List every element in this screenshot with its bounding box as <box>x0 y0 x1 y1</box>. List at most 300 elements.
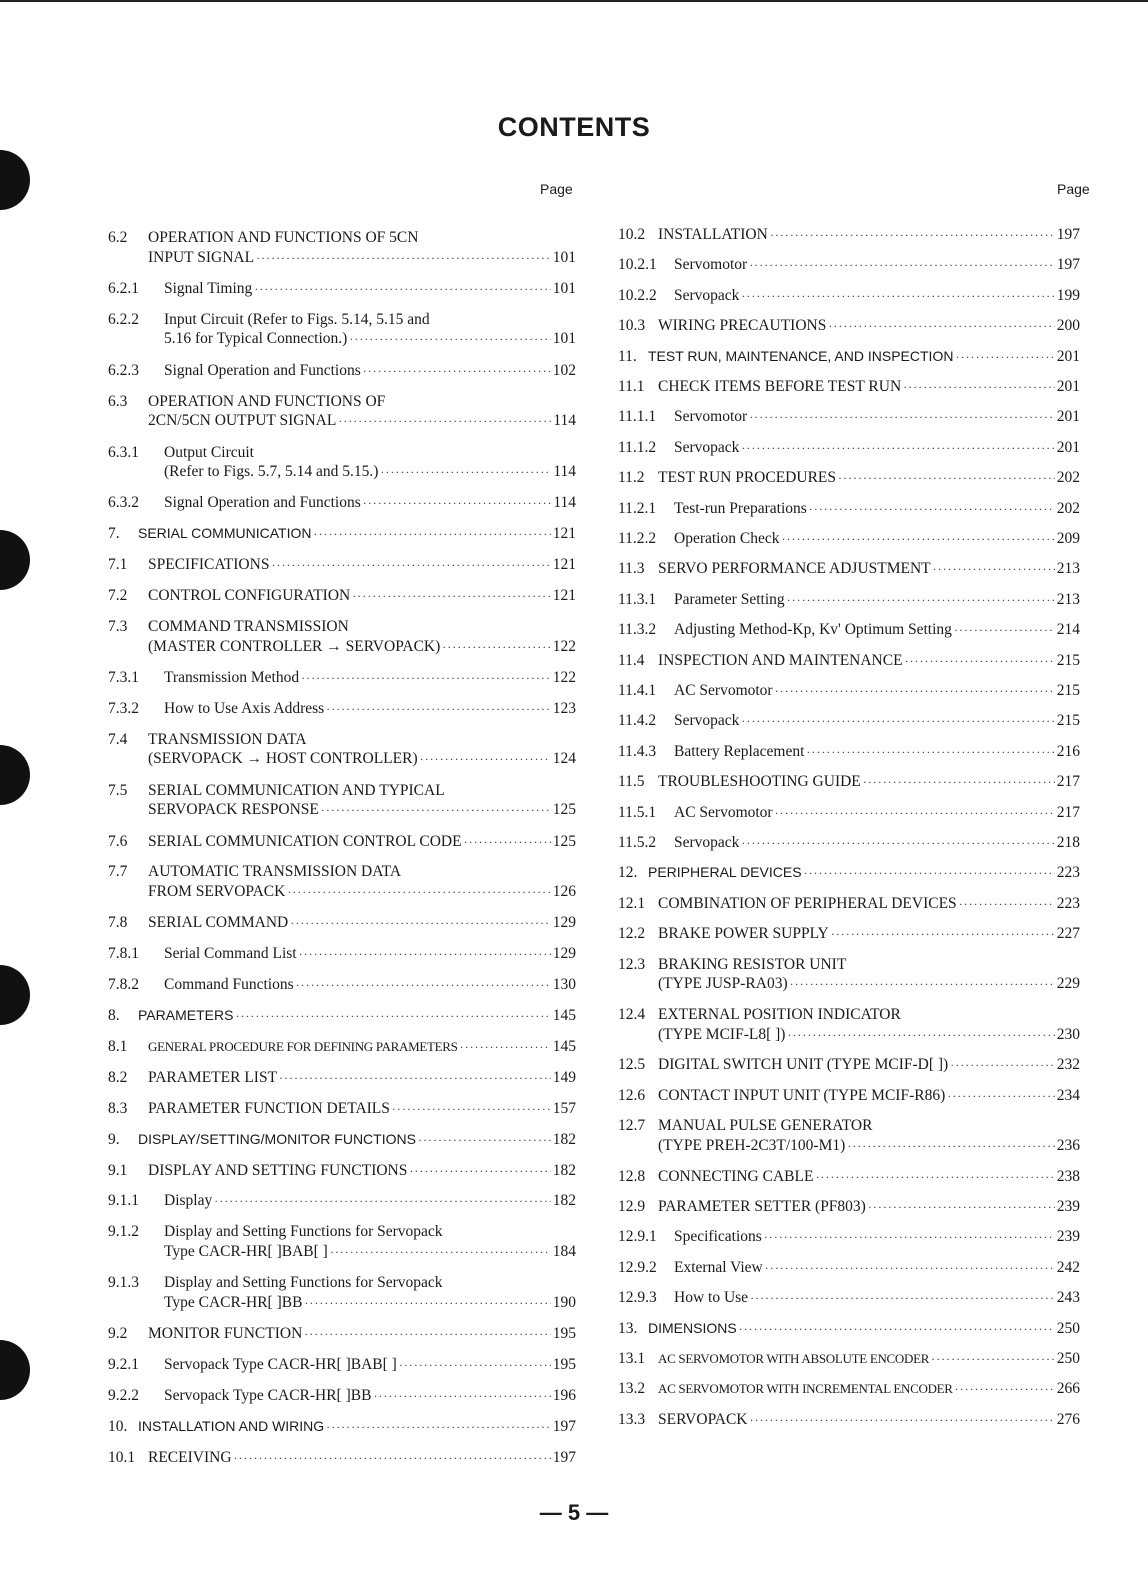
toc-section-number: 12.6 <box>618 1086 646 1104</box>
toc-entry <box>108 493 576 514</box>
toc-section-number: 12.9.2 <box>618 1258 657 1276</box>
toc-section-number: 7.6 <box>108 832 128 850</box>
toc-entry-title: INSTALLATION <box>658 226 768 243</box>
toc-entry-title: Servomotor <box>674 256 748 274</box>
toc-leader-dots <box>234 1449 551 1469</box>
toc-entry-title: Serial Command List <box>164 945 297 963</box>
toc-page-number: 250 <box>1056 1319 1080 1337</box>
toc-page-number: 145 <box>552 1037 576 1055</box>
toc-leader-dots <box>764 1228 1055 1248</box>
toc-section-number: 7.4 <box>108 730 128 748</box>
toc-entry <box>618 651 1080 672</box>
toc-page-number: 216 <box>1056 742 1080 760</box>
toc-page-number: 190 <box>552 1293 576 1311</box>
toc-page-number: 229 <box>1056 975 1080 993</box>
toc-entry-title-continued: INPUT SIGNAL <box>148 248 255 266</box>
toc-entry-title-continued: Type CACR-HR[ ]BB <box>164 1293 303 1311</box>
toc-entry <box>618 681 1080 702</box>
toc-page-number: 218 <box>1056 834 1080 851</box>
toc-section-number: 13.2 <box>618 1380 646 1398</box>
toc-leader-dots <box>741 834 1054 854</box>
toc-section-number: 7. <box>108 525 120 543</box>
toc-section-number: 11.1.1 <box>618 408 657 426</box>
toc-leader-dots <box>838 469 1055 489</box>
toc-entry <box>108 668 576 689</box>
toc-entry <box>618 711 1080 732</box>
toc-entry-title-continued: (SERVOPACK → HOST CONTROLLER) <box>148 750 418 768</box>
toc-page-number: 157 <box>552 1099 576 1117</box>
toc-entry-title: PERIPHERAL DEVICES <box>648 864 802 881</box>
toc-leader-dots <box>321 801 551 821</box>
toc-entry-title: RECEIVING <box>148 1448 232 1466</box>
toc-section-number: 8. <box>108 1007 120 1024</box>
toc-section-number: 7.3.2 <box>108 699 139 717</box>
toc-entry-title: How to Use Axis Address <box>164 699 325 717</box>
toc-leader-dots <box>214 1192 551 1212</box>
toc-entry-title-continued: 5.16 for Typical Connection.) <box>164 330 348 348</box>
toc-entry-title: AC Servomotor <box>674 682 773 699</box>
toc-leader-dots <box>301 669 551 689</box>
toc-entry <box>108 392 576 432</box>
toc-leader-dots <box>254 280 550 300</box>
toc-leader-dots <box>775 804 1055 824</box>
toc-entry <box>108 1417 576 1438</box>
toc-leader-dots <box>954 621 1055 641</box>
toc-section-number: 12.9.3 <box>618 1289 657 1307</box>
toc-entry <box>618 377 1080 398</box>
toc-entry <box>618 407 1080 428</box>
toc-entry-title: SPECIFICATIONS <box>148 556 270 574</box>
toc-entry-title: Output Circuit <box>164 443 254 461</box>
toc-section-number: 11.4.1 <box>618 682 657 699</box>
toc-section-number: 10.2.2 <box>618 286 657 304</box>
toc-entry-title: SERIAL COMMUNICATION <box>138 525 312 542</box>
toc-entry-title: EXTERNAL POSITION INDICATOR <box>658 1006 901 1023</box>
toc-section-number: 13. <box>618 1319 638 1337</box>
toc-page-number: 102 <box>552 361 576 379</box>
toc-page-number: 126 <box>552 882 576 900</box>
toc-entry-title: INSTALLATION AND WIRING <box>138 1417 325 1434</box>
toc-entry-title: Servopack Type CACR-HR[ ]BB <box>164 1386 372 1404</box>
toc-entry-title: Servopack Type CACR-HR[ ]BAB[ ] <box>164 1356 397 1373</box>
toc-entry <box>108 1099 576 1120</box>
toc-entry-title: TEST RUN, MAINTENANCE, AND INSPECTION <box>648 347 954 364</box>
toc-leader-dots <box>750 1411 1055 1431</box>
toc-leader-dots <box>380 463 551 483</box>
toc-leader-dots <box>313 525 550 545</box>
toc-section-number: 11.4.2 <box>618 712 657 730</box>
toc-section-number: 10. <box>108 1417 128 1435</box>
toc-entry <box>108 555 576 576</box>
toc-entry-title: SERVO PERFORMANCE ADJUSTMENT <box>658 560 931 578</box>
toc-section-number: 6.2.2 <box>108 310 139 328</box>
toc-entry <box>618 286 1080 307</box>
toc-leader-dots <box>809 500 1055 520</box>
toc-leader-dots <box>831 925 1055 945</box>
toc-leader-dots <box>399 1356 551 1376</box>
toc-section-number: 6.2.3 <box>108 361 139 379</box>
toc-entry-title: Command Functions <box>164 976 294 994</box>
toc-section-number: 6.2.1 <box>108 279 139 297</box>
toc-leader-dots <box>955 1380 1055 1400</box>
toc-section-number: 10.3 <box>618 317 646 335</box>
toc-page-number: 149 <box>552 1068 576 1086</box>
toc-section-number: 9.2.2 <box>108 1386 139 1404</box>
toc-page-number: 196 <box>552 1386 576 1404</box>
toc-page-number: 213 <box>1056 590 1080 608</box>
toc-entry-title: MONITOR FUNCTION <box>148 1325 303 1343</box>
toc-section-number: 11.2.1 <box>618 499 657 517</box>
toc-section-number: 9.1 <box>108 1161 128 1179</box>
toc-leader-dots <box>235 1007 550 1027</box>
toc-entry <box>108 617 576 657</box>
toc-entry-title: Parameter Setting <box>674 590 785 608</box>
binder-hole-5 <box>0 1340 30 1400</box>
toc-page-number: 130 <box>552 976 576 994</box>
toc-page-number: 232 <box>1056 1056 1080 1074</box>
toc-section-number: 8.2 <box>108 1068 128 1086</box>
toc-section-number: 12.9 <box>618 1198 646 1215</box>
toc-page-number: 114 <box>553 494 576 512</box>
toc-leader-dots <box>349 330 550 350</box>
toc-page-number: 234 <box>1056 1086 1080 1104</box>
toc-leader-dots <box>765 1259 1055 1279</box>
toc-page-number: 182 <box>552 1161 576 1179</box>
toc-leader-dots <box>905 652 1055 672</box>
toc-page-number: 238 <box>1056 1167 1080 1185</box>
toc-page-number: 223 <box>1056 864 1080 882</box>
page-column-header-left: Page <box>540 181 573 197</box>
toc-section-number: 11.2.2 <box>618 530 657 547</box>
toc-entry <box>108 1161 576 1182</box>
toc-page-number: 124 <box>552 750 576 768</box>
toc-leader-dots <box>955 348 1054 368</box>
toc-entry-title: AUTOMATIC TRANSMISSION DATA <box>148 863 402 881</box>
toc-leader-dots <box>947 1087 1055 1107</box>
toc-page-number: 195 <box>552 1325 576 1343</box>
toc-section-number: 6.3 <box>108 392 128 410</box>
toc-page-number: 201 <box>1056 378 1080 395</box>
toc-leader-dots <box>352 587 551 607</box>
toc-leader-dots <box>787 1026 1054 1046</box>
toc-leader-dots <box>464 833 551 853</box>
toc-entry-title: MANUAL PULSE GENERATOR <box>658 1117 873 1135</box>
toc-leader-dots <box>950 1056 1055 1076</box>
toc-page-number: 201 <box>1056 408 1080 426</box>
toc-entry <box>108 1191 576 1212</box>
toc-entry-title: PARAMETERS <box>138 1007 234 1023</box>
toc-section-number: 11.3.2 <box>618 621 657 639</box>
toc-entry <box>618 1167 1080 1188</box>
toc-section-number: 9.1.1 <box>108 1192 139 1210</box>
toc-entry-title: Battery Replacement <box>674 742 805 760</box>
toc-entry <box>618 1227 1080 1248</box>
toc-leader-dots <box>256 249 551 269</box>
page-column-header-right: Page <box>1057 181 1090 197</box>
toc-entry-title: AC Servomotor <box>674 803 773 821</box>
toc-entry-title: SERIAL COMMAND <box>148 914 289 932</box>
toc-entry-title: Servopack <box>674 712 740 730</box>
toc-section-number: 12.2 <box>618 925 646 943</box>
toc-page-number: 197 <box>552 1417 576 1435</box>
toc-leader-dots <box>787 591 1055 611</box>
toc-page-number: 236 <box>1056 1136 1080 1154</box>
toc-entry <box>108 524 576 545</box>
toc-entry <box>618 1288 1080 1309</box>
toc-leader-dots <box>409 1162 550 1182</box>
toc-entry <box>618 894 1080 915</box>
toc-section-number: 11.1 <box>618 378 645 395</box>
toc-leader-dots <box>959 895 1055 915</box>
toc-entry-title: OPERATION AND FUNCTIONS OF 5CN <box>148 229 419 246</box>
toc-entry-title: Signal Operation and Functions <box>164 494 361 512</box>
toc-page-number: 217 <box>1056 773 1080 791</box>
toc-leader-dots <box>296 976 551 996</box>
toc-entry-title: TEST RUN PROCEDURES <box>658 469 836 487</box>
toc-page-number: 122 <box>552 637 576 655</box>
toc-entry-title: TROUBLESHOOTING GUIDE <box>658 773 861 791</box>
toc-entry-title: AC SERVOMOTOR WITH INCREMENTAL ENCODER <box>658 1381 953 1397</box>
toc-entry <box>108 586 576 607</box>
toc-page-number: 121 <box>552 556 576 574</box>
toc-entry-title: PARAMETER SETTER (PF803) <box>658 1198 866 1215</box>
toc-page-number: 182 <box>552 1130 576 1148</box>
toc-section-number: 6.2 <box>108 229 128 246</box>
toc-page-number: 276 <box>1056 1410 1080 1428</box>
toc-entry-title: How to Use <box>674 1289 749 1307</box>
toc-leader-dots <box>279 1069 551 1089</box>
toc-leader-dots <box>442 638 550 658</box>
toc-page-number: 197 <box>1056 256 1080 274</box>
toc-entry <box>108 361 576 382</box>
toc-section-number: 10.2.1 <box>618 256 657 274</box>
toc-section-number: 11.3.1 <box>618 590 657 608</box>
toc-leader-dots <box>790 975 1055 995</box>
toc-leader-dots <box>781 530 1054 550</box>
binder-hole-4 <box>0 965 30 1025</box>
toc-page-number: 121 <box>552 587 576 605</box>
toc-entry <box>108 1068 576 1089</box>
toc-section-number: 11. <box>618 347 637 365</box>
toc-page-number: 242 <box>1056 1258 1080 1276</box>
toc-page-number: 227 <box>1056 925 1080 943</box>
binder-hole-3 <box>0 745 30 805</box>
toc-page-number: 129 <box>552 914 576 932</box>
toc-entry-title-continued: (TYPE JUSP-RA03) <box>658 975 788 993</box>
toc-section-number: 12.7 <box>618 1117 646 1135</box>
toc-leader-dots <box>326 1418 551 1438</box>
toc-page-number: 215 <box>1056 682 1080 699</box>
toc-page-number: 201 <box>1056 438 1080 456</box>
toc-entry <box>618 1410 1080 1431</box>
toc-entry <box>618 772 1080 793</box>
toc-page-number: 122 <box>552 668 576 686</box>
toc-section-number: 11.5.1 <box>618 803 657 821</box>
toc-entry-title: AC SERVOMOTOR WITH ABSOLUTE ENCODER <box>658 1351 930 1366</box>
toc-section-number: 13.1 <box>618 1350 646 1367</box>
toc-leader-dots <box>775 682 1055 702</box>
toc-entry <box>618 1197 1080 1218</box>
toc-page-number: 123 <box>552 699 576 717</box>
toc-entry <box>618 803 1080 824</box>
toc-section-number: 12.8 <box>618 1167 646 1185</box>
toc-section-number: 8.3 <box>108 1099 128 1117</box>
toc-section-number: 7.8.2 <box>108 976 139 994</box>
toc-leader-dots <box>330 1243 551 1263</box>
toc-entry-title-continued: (TYPE PREH-2C3T/100-M1) <box>658 1136 846 1154</box>
toc-section-number: 7.3.1 <box>108 668 139 686</box>
toc-page-number: 114 <box>553 463 576 480</box>
toc-leader-dots <box>460 1038 551 1058</box>
toc-section-number: 10.2 <box>618 226 646 243</box>
toc-entry <box>108 699 576 720</box>
toc-entry <box>108 1222 576 1262</box>
toc-page-number: 145 <box>552 1007 576 1024</box>
top-border-rule <box>0 0 1148 2</box>
toc-entry <box>618 438 1080 459</box>
toc-entry <box>108 279 576 300</box>
toc-entry-title: Operation Check <box>674 530 780 547</box>
toc-leader-dots <box>868 1198 1055 1218</box>
toc-leader-dots <box>338 412 551 432</box>
toc-entry <box>618 529 1080 550</box>
toc-section-number: 7.8 <box>108 914 128 932</box>
toc-entry-title: DIMENSIONS <box>648 1319 737 1336</box>
toc-entry <box>108 832 576 853</box>
toc-leader-dots <box>863 773 1055 793</box>
toc-entry <box>618 1116 1080 1156</box>
toc-entry-title: Display and Setting Functions for Servopack <box>164 1223 443 1241</box>
toc-section-number: 7.7 <box>108 863 128 881</box>
toc-leader-dots <box>363 494 552 514</box>
toc-page-number: 199 <box>1056 286 1080 304</box>
toc-entry-title-continued: Type CACR-HR[ ]BAB[ ] <box>164 1242 328 1260</box>
toc-leader-dots <box>290 914 551 934</box>
toc-entry <box>618 955 1080 995</box>
toc-entry-title: Input Circuit (Refer to Figs. 5.14, 5.15 and <box>164 310 430 328</box>
toc-entry <box>618 863 1080 884</box>
toc-entry-title-continued: SERVOPACK RESPONSE <box>148 801 319 819</box>
toc-entry-title: PARAMETER LIST <box>148 1068 278 1086</box>
toc-entry-title: COMMAND TRANSMISSION <box>148 618 349 635</box>
toc-entry-title: SERIAL COMMUNICATION CONTROL CODE <box>148 832 462 850</box>
toc-page-number: 184 <box>552 1242 576 1260</box>
toc-section-number: 11.4.3 <box>618 742 657 760</box>
toc-section-number: 7.5 <box>108 781 128 799</box>
toc-entry <box>108 781 576 821</box>
toc-entry-title: SERVOPACK <box>658 1410 748 1428</box>
toc-leader-dots <box>828 317 1054 337</box>
toc-section-number: 7.1 <box>108 556 128 574</box>
toc-section-number: 6.3.2 <box>108 494 139 512</box>
toc-entry <box>108 730 576 770</box>
toc-entry-title: Transmission Method <box>164 668 300 686</box>
page-number: — 5 — <box>539 1500 609 1525</box>
toc-entry <box>618 468 1080 489</box>
toc-section-number: 11.1.2 <box>618 438 657 456</box>
toc-page-number: 266 <box>1056 1380 1080 1398</box>
toc-page-number: 214 <box>1056 621 1080 639</box>
binder-hole-1 <box>0 150 30 210</box>
toc-entry-title: Specifications <box>674 1228 762 1246</box>
toc-entry-title-continued: 2CN/5CN OUTPUT SIGNAL <box>148 412 337 430</box>
toc-page-number: 217 <box>1056 803 1080 821</box>
toc-leader-dots <box>847 1137 1054 1157</box>
toc-section-number: 11.5.2 <box>618 834 657 851</box>
toc-entry <box>618 1055 1080 1076</box>
page-title: CONTENTS <box>497 112 651 142</box>
toc-leader-dots <box>304 1325 550 1345</box>
toc-entry-title: Adjusting Method-Kp, Kv' Optimum Setting <box>674 621 952 639</box>
toc-section-number: 12.4 <box>618 1006 646 1023</box>
toc-entry-title: PARAMETER FUNCTION DETAILS <box>148 1099 390 1117</box>
toc-page-number: 101 <box>552 330 576 348</box>
toc-entry <box>618 1319 1080 1340</box>
toc-section-number: 12.9.1 <box>618 1228 657 1246</box>
toc-leader-dots <box>287 883 550 903</box>
toc-section-number: 6.3.1 <box>108 443 139 461</box>
toc-entry <box>618 590 1080 611</box>
toc-entry <box>618 742 1080 763</box>
toc-leader-dots <box>749 256 1055 276</box>
toc-leader-dots <box>931 1350 1055 1370</box>
toc-leader-dots <box>420 750 551 770</box>
toc-page-number: 182 <box>552 1192 576 1210</box>
toc-entry <box>108 1037 576 1058</box>
toc-leader-dots <box>806 743 1054 763</box>
toc-entry-title: DIGITAL SWITCH UNIT (TYPE MCIF-D[ ]) <box>658 1056 949 1074</box>
toc-page-number: 125 <box>552 801 576 819</box>
toc-leader-dots <box>741 712 1054 732</box>
toc-entry-title-continued: (Refer to Figs. 5.7, 5.14 and 5.15.) <box>164 463 379 480</box>
toc-entry <box>618 1349 1080 1370</box>
toc-page-number: 239 <box>1056 1228 1080 1246</box>
toc-entry <box>618 620 1080 641</box>
toc-entry <box>618 255 1080 276</box>
toc-section-number: 11.4 <box>618 651 645 669</box>
toc-entry-title: CHECK ITEMS BEFORE TEST RUN <box>658 378 902 395</box>
toc-section-number: 12. <box>618 864 638 882</box>
toc-entry-title: Servopack <box>674 834 740 851</box>
toc-entry-title: CONTACT INPUT UNIT (TYPE MCIF-R86) <box>658 1086 946 1104</box>
toc-entry <box>108 1006 576 1027</box>
toc-entry-title: External View <box>674 1258 763 1276</box>
toc-leader-dots <box>903 378 1055 398</box>
toc-entry-title: CONNECTING CABLE <box>658 1167 814 1185</box>
toc-page-number: 243 <box>1056 1289 1080 1307</box>
toc-page-number: 195 <box>552 1356 576 1373</box>
toc-page-number: 209 <box>1056 530 1080 547</box>
toc-entry <box>108 310 576 350</box>
toc-leader-dots <box>392 1100 551 1120</box>
toc-page-number: 101 <box>552 248 576 266</box>
toc-entry <box>618 316 1080 337</box>
toc-leader-dots <box>326 700 551 720</box>
toc-entry-title: DISPLAY/SETTING/MONITOR FUNCTIONS <box>138 1130 416 1147</box>
toc-page-number: 202 <box>1056 499 1080 517</box>
toc-entry <box>618 225 1080 246</box>
toc-leader-dots <box>418 1131 551 1151</box>
toc-entry-title: Servomotor <box>674 408 748 426</box>
toc-section-number: 9.1.3 <box>108 1274 139 1292</box>
toc-leader-dots <box>741 287 1054 307</box>
toc-page-number: 201 <box>1056 347 1080 365</box>
toc-page-number: 230 <box>1056 1025 1080 1043</box>
toc-entry-title: BRAKE POWER SUPPLY <box>658 925 829 943</box>
toc-leader-dots <box>363 362 551 382</box>
toc-entry <box>108 1273 576 1313</box>
toc-page-number: 250 <box>1056 1350 1080 1367</box>
